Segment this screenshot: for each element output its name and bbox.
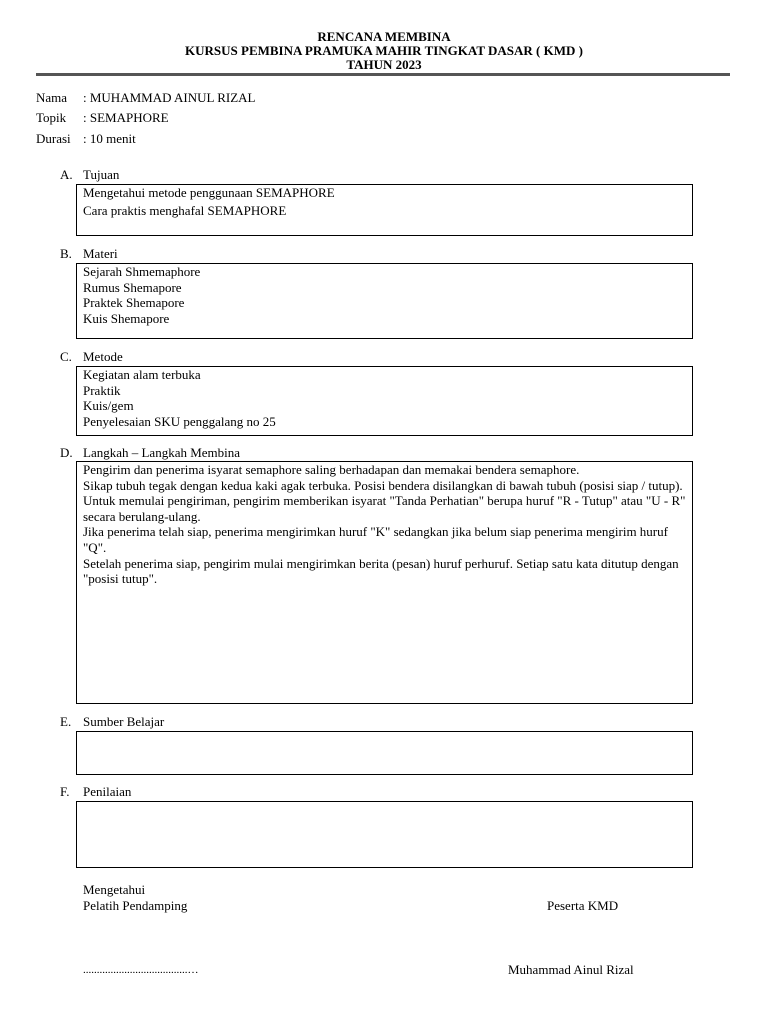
doc-title: RENCANA MEMBINA	[317, 29, 451, 44]
section-b-title: Materi	[83, 246, 118, 261]
section-f-title: Penilaian	[83, 784, 132, 799]
section-e-title: Sumber Belajar	[83, 714, 165, 729]
section-a-title: Tujuan	[83, 167, 120, 182]
section-f-letter: F.	[60, 784, 70, 799]
penilaian-box	[76, 801, 693, 868]
nama-value: : MUHAMMAD AINUL RIZAL	[83, 90, 256, 105]
section-e-letter: E.	[60, 714, 72, 729]
doc-subtitle: KURSUS PEMBINA PRAMUKA MAHIR TINGKAT DASAR ( KMD )	[185, 43, 583, 58]
section-c-title: Metode	[83, 349, 123, 364]
langkah-paragraph: Untuk memulai pengiriman, pengirim memberikan isyarat "Tanda Perhatian" berupa huruf "R - Tutup" atau "U - R" secara berulang-ulang.	[83, 493, 686, 524]
mengetahui-label: Mengetahui	[83, 882, 146, 897]
header-divider	[36, 73, 730, 76]
materi-box	[76, 263, 693, 339]
materi-line: Rumus Shemapore	[83, 279, 182, 295]
section-a-letter: A.	[60, 167, 73, 182]
sumber-box	[76, 731, 693, 775]
materi-line: Kuis Shemapore	[83, 310, 170, 326]
section-c-letter: C.	[60, 349, 72, 364]
peserta-label: Peserta KMD	[547, 898, 619, 913]
metode-box	[76, 366, 693, 436]
tujuan-line: Cara praktis menghafal SEMAPHORE	[83, 202, 287, 218]
topik-value: : SEMAPHORE	[83, 110, 169, 125]
durasi-label: Durasi	[36, 131, 71, 146]
materi-line: Praktek Shemapore	[83, 295, 185, 311]
pelatih-label: Pelatih Pendamping	[83, 898, 188, 913]
section-d-title: Langkah – Langkah Membina	[83, 445, 241, 460]
metode-line: Penyelesaian SKU penggalang no 25	[83, 413, 276, 429]
tujuan-box	[76, 184, 693, 236]
metode-line: Praktik	[83, 382, 121, 398]
doc-year: TAHUN 2023	[346, 57, 422, 72]
topik-label: Topik	[36, 110, 67, 125]
signature-dots: ......................................…	[83, 964, 199, 976]
langkah-box	[76, 461, 693, 704]
section-b-letter: B.	[60, 246, 72, 261]
materi-line: Sejarah Shmemaphore	[83, 264, 201, 279]
tujuan-line: Mengetahui metode penggunaan SEMAPHORE	[83, 185, 335, 200]
nama-label: Nama	[36, 90, 68, 105]
peserta-name: Muhammad Ainul Rizal	[508, 962, 634, 977]
langkah-paragraph: Setelah penerima siap, pengirim mulai mengirimkan berita (pesan) huruf perhuruf. Setiap satu kata ditutup dengan "posisi tutup".	[83, 555, 679, 587]
durasi-value: : 10 menit	[83, 131, 136, 146]
metode-line: Kegiatan alam terbuka	[83, 367, 201, 382]
section-d-letter: D.	[60, 445, 73, 460]
langkah-paragraph: Pengirim dan penerima isyarat semaphore saling berhadapan dan memakai bendera semaphore.	[83, 462, 580, 477]
langkah-paragraph: Sikap tubuh tegak dengan kedua kaki agak terbuka. Posisi bendera disilangkan di bawah tubuh (posisi siap / tutup).	[83, 477, 683, 493]
langkah-paragraph: Jika penerima telah siap, penerima mengirimkan huruf "K" sedangkan jika belum siap penerima mengirim huruf "Q".	[83, 524, 668, 555]
metode-line: Kuis/gem	[83, 398, 134, 414]
